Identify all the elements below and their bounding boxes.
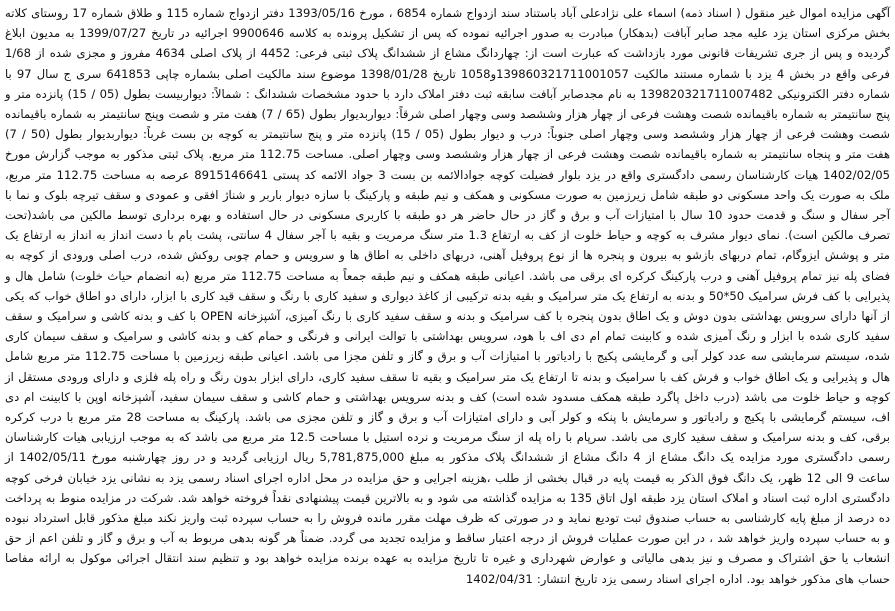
auction-notice-text: آگهی مزایده اموال غیر منقول ( اسناد ذمه) اسماء علی نژادعلی آباد باستناد سند ازدواج شماره 6854 ، مورخ 1393/05/16 دفتر ازدواج شماره 115 و طلاق شماره 17 روستای کلاته بخش مرکزی استان یزد علیه مجد صابر آبافت (بدهکار) مبادرت به صدور اجرائیه نموده که پس از تشکیل پرونده به کلاسه 9900646 اجرائیه در تاریخ 1399/07/27 به مدیون ابلاغ گردیده و پس از جری تشریفات قانونی مورد بازداشت که عبارت است از: چهاردانگ مشاع از ششدانگ پلاک ثبتی فرعی: 4452 از پلاک اصلی 4634 مفروز و مجزی شده از 1/68 فرعی واقع در بخش 4 یزد با شماره مستند مالکیت 139860321711001057و1058 تاریخ 1398/01/28 موضوع سند مالکیت اصلی بشماره چاپی 641853 سری ج سال 97 با شماره دفتر الکترونیکی 139820321711007482 به نام مجدصابر آبافت سابقه ثبت دفتر املاک دارد با حدود مشخصات ششدانگ : شمالاً: دیواربیست بطول (05 / 15) پانزده متر و پنج سانتیمتر به شماره باقیمانده شصت وهشت فرعی از چهار هزار وششصد وسی وچهار اصلی شرقاً: دیواربدیوار بطول (65 / 7) هفت متر و شصت وپنج سانتیمتر به شماره باقیمانده شصت وهشت فرعی از چهار هزار وششصد وسی وچهار اصلی جنوباً: درب و دیوار بطول (05 / 15) پانزده متر و پنج سانتیمتر به کوچه بن بست غرباً: دیواربدیوار بطول (50 / 7) هفت متر و پنجاه سانتیمتر به شماره باقیمانده شصت وهشت فرعی از چهار هزار وششصد وسی وچهار اصلی. مساحت 112.75 متر مربع. پلاک ثبتی مذکور به موجب گزارش مورخ 1402/02/05 هیات کارشناسان رسمی دادگستری واقع در یزد بلوار فضیلت کوچه جوادالائمه بن بست 3 جواد الائمه کد پستی 8915146641 عرصه به مساحت 112.75 متر مربع، ملک به صورت یک واحد مسکونی دو طبقه شامل زیرزمین به صورت مسکونی و همکف و نیم طبقه و پارکینگ با سازه دیوار باربر و شناژ افقی و عمودی و سقف تیرچه بلوک و نما با آجر سفال و سنگ و قدمت حدود 10 سال با امتیازات آب و برق و گاز در حال حاضر هر دو طبقه با کاربری مسکونی در حال استفاده و بهره برداری توسط مالکین می باشد(تحت تصرف مالکین است). نمای دیوار مشرف به کوچه و حیاط خلوت از کف به ارتفاع 1.3 متر سنگ مرمریت و بقیه با آجر سفال 4 سانتی، پشت بام با دست انداز به انداز به ارتفاع یک متر و پوشش ایزوگام، تمام دربهای بازشو به بیرون و پنجره ها از نوع پروفیل آهنی، دربهای داخلی به اطاق ها و سرویس و حمام چوبی روکش شده، درب اصلی ورودی از کوچه به فضای پله نیز تمام پروفیل آهنی و درب پارکینگ کرکره ای برقی می باشد. اعیانی طبقه همکف و نیم طبقه جمعاً به مساحت 112.75 متر مربع (به انضمام حیاث خلوت) شامل هال و پذیرایی با کف فرش سرامیک 50*50 و بدنه به ارتفاع یک متر سرامیک و بقیه بدنه ترکیبی از کاغذ دیواری و سفید کاری با رنگ و سقف قید کاری با ابزار، دارای دو اطاق خواب که یکی از آنها دارای سرویس بهداشتی بدون دوش و یک اطاق بدون پنجره با کف سرامیک و بدنه و سقف سفید کاری با رنگ آمیزی، آشپزخانه OPEN با کف و بدنه کاشی و سرامیک و سقف سفید کاری شده با ابزار و رنگ آمیزی شده و کابینت تمام ام دی اف با هود، سرویس بهداشتی با توالت ایرانی و فرنگی و حمام کف و بدنه کاشی و سرامیک و سقف سیمان کاری شده، سیستم سرمایشی سه عدد کولر آبی و گرمایشی پکیج با رادیاتور با امتیازات آب و برق و گاز و تلفن مجزا می باشد. اعیانی طبقه زیرزمین با مساحت 112.75 متر مربع شامل هال و پذیرایی و یک اطاق خواب و فرش کف با سرامیک و بدنه تا ارتفاع یک متر سرامیک و بقیه تا سقف سفید کاری، دارای ابزار بدون رنگ و راه پله فلزی و دارای ورودی مستقل از کوچه و حیاط خلوت می باشد (درب داخل پاگرد طبقه همکف مسدود شده است) کف و بدنه سرویس بهداشتی و حمام کاشی و سقف سیمان سفید، آشپزخانه اوپن با کابینت ام دی اف، سیستم گرمایشی با پکیج و رادیاتور و سرمایش با پنکه و کولر آبی و دارای امتیازات آب و برق و گاز و تلفن مجزی می باشد. پارکینگ به مساحت 28 متر مربع با درب کرکره برقی، کف و بدنه سرامیک و سقف سفید کاری می باشد. سرپام با راه پله از سنگ مرمریت و نرده استیل با مساحت 12.5 متر مربع می باشد که به موجب ارزیابی هیات کارشناسان رسمی دادگستری مورد مزایده یک دانگ مشاع از 4 دانگ مشاع از ششدانگ پلاک مذکور به مبلغ 5,781,875,000 ریال ارزیابی گردید و در روز چهارشنبه مورخ 1402/05/11 از ساعت 9 الی 12 ظهر، یک دانگ فوق الذکر به قیمت پایه در قبال بخشی از طلب ،هزینه اجرایی و حق مزایده در محل اداره اجرای اسناد رسمی یزد به نشانی یزد خیابان فرخی کوچه دادگستری اداره ثبت اسناد و املاک استان یزد طبقه اول اتاق 135 به مزایده گذاشته می شود و به بالاترین قیمت پیشنهادی نقداً فروخته خواهد شد. شرکت در مزایده منوط به پرداخت ده درصد از مبلغ پایه کارشناسی به حساب صندوق ثبت تودیع نماید و در صورتی که ظرف مهلت مقرر مانده فروش را به حساب سپرده ثبت واریز نکند مبلغ مذکور قابل استرداد نبوده و به حساب سپرده واریز خواهد شد ، در این صورت عملیات فروش از درجه اعتبار ساقط و مزایده تجدید می گردد. ضمناً هر گونه بدهی مربوط به آب و برق و گاز و تلفن اعم از حق انشعاب یا حق اشتراک و مصرف و نیز بدهی مالیاتی و عوارض شهرداری و غیره تا تاریخ مزایده به عهده برنده مزایده خواهد بود و تنظیم سند انتقال اجرائی موکول به ارائه مفاصا حساب های مذکور خواهد بود. اداره اجرای اسناد رسمی یزد تاریخ انتشار: 1402/04/31	[5, 6, 891, 586]
